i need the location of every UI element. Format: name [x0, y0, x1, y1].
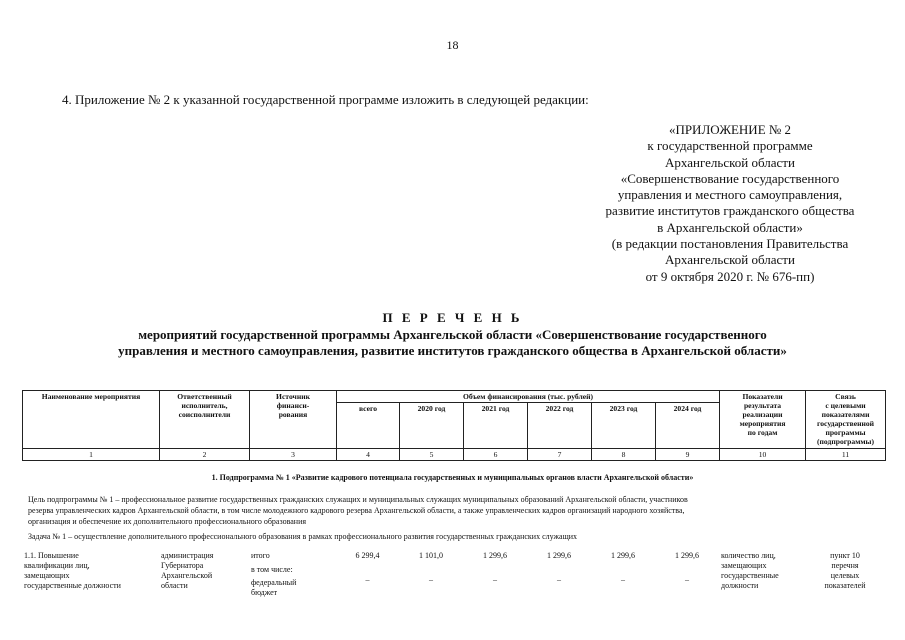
appendix-line: (в редакции постановления Правительства: [611, 236, 849, 252]
row-year-value: 1 299,6: [483, 551, 507, 560]
header-indicators: Показатели результата реализации мероприятия по годам: [720, 391, 806, 449]
row-dash: –: [493, 575, 497, 584]
appendix-line: «Совершенствование государственного: [620, 170, 840, 186]
measures-table-row: [22, 551, 885, 598]
row-dash: –: [365, 575, 370, 584]
subprogram-goal: [28, 494, 878, 527]
column-number: 3: [250, 449, 337, 461]
column-number: 6: [464, 449, 528, 461]
row-dash: –: [557, 575, 561, 584]
row-dash: –: [621, 575, 625, 584]
goal-line: Цель подпрограммы № 1 – профессиональное развитие государственных гражданских служащих и муниципальных служащих муниципальных образований Архангельской области, участников: [28, 495, 688, 504]
header-year: 2022 год: [528, 403, 592, 449]
header-link: Связь с целевыми показателями государственной программы (подпрограммы): [806, 391, 886, 449]
column-number: 4: [337, 449, 400, 461]
column-number: 7: [528, 449, 592, 461]
header-total: всего: [337, 403, 400, 449]
row-source-including: в том числе:: [251, 565, 293, 574]
header-name: Наименование мероприятия: [23, 391, 160, 449]
row-total-value: 6 299,4: [355, 551, 380, 560]
page-number: 18: [446, 38, 459, 52]
appendix-line: в Архангельской области»: [657, 219, 803, 235]
header-source: Источник финанси- рования: [250, 391, 337, 449]
header-funding: Объем финансирования (тыс. рублей): [337, 391, 720, 403]
appendix-line: от 9 октября 2020 г. № 676-пп): [645, 268, 815, 284]
appendix-line: развитие институтов гражданского общества: [605, 203, 855, 219]
header-year: 2024 год: [656, 403, 720, 449]
row-executor: администрация Губернатора Архангельской области: [161, 551, 214, 590]
row-year-value: 1 299,6: [611, 551, 635, 560]
row-indicator: количество лиц, замещающих государственные должности: [721, 551, 779, 590]
goal-line: организация и обеспечение их дополнительного профессионального образования: [28, 517, 307, 526]
appendix-line: Архангельской области: [665, 252, 795, 268]
document-subtitle: [20, 327, 885, 359]
appendix-line: Архангельской области: [665, 154, 795, 170]
document-title: П Е Р Е Ч Е Н Ь: [382, 310, 523, 325]
intro-paragraph: 4. Приложение № 2 к указанной государственной программе изложить в следующей редакции:: [62, 92, 589, 107]
row-year-value: 1 101,0: [419, 551, 443, 560]
row-year-value: 1 299,6: [675, 551, 699, 560]
header-year: 2023 год: [592, 403, 656, 449]
appendix-header: [575, 122, 885, 285]
header-year: 2021 год: [464, 403, 528, 449]
header-executor: Ответственный исполнитель, соисполнители: [160, 391, 250, 449]
row-source-total: итого: [251, 551, 270, 560]
measures-table-header: [22, 390, 886, 461]
task-line: Задача № 1 – осуществление дополнительного профессионального образования в рамках профессионального развития государственных гражданских служащих: [28, 532, 578, 541]
column-number: 10: [720, 449, 806, 461]
column-number: 1: [23, 449, 160, 461]
goal-line: резерва управленческих кадров Архангельской области, в том числе молодежного кадрового резерва Архангельской области, а также управленческих кадров организаций народного хозяйства,: [28, 506, 685, 515]
column-number: 2: [160, 449, 250, 461]
subprogram-heading: 1. Подпрограмма № 1 «Развитие кадрового потенциала государственных и муниципальных органов власти Архангельской области»: [211, 473, 694, 482]
column-number: 9: [656, 449, 720, 461]
subtitle-line: управления и местного самоуправления, развитие институтов гражданского общества в Архангельской области»: [118, 343, 787, 358]
column-number: 11: [806, 449, 886, 461]
appendix-line: управления и местного самоуправления,: [617, 187, 843, 203]
row-dash: –: [685, 575, 689, 584]
appendix-line: «ПРИЛОЖЕНИЕ № 2: [668, 122, 792, 137]
column-number: 5: [400, 449, 464, 461]
row-name: 1.1. Повышение квалификации лиц, замещающих государственные должности: [24, 551, 121, 590]
appendix-line: к государственной программе: [647, 138, 813, 154]
row-year-value: 1 299,6: [547, 551, 571, 560]
column-number: 8: [592, 449, 656, 461]
subtitle-line: мероприятий государственной программы Архангельской области «Совершенствование государственного: [138, 327, 767, 342]
row-dash: –: [429, 575, 433, 584]
header-year: 2020 год: [400, 403, 464, 449]
row-source-federal: федеральный бюджет: [251, 578, 297, 597]
row-link: пункт 10 перечня целевых показателей: [824, 551, 866, 590]
